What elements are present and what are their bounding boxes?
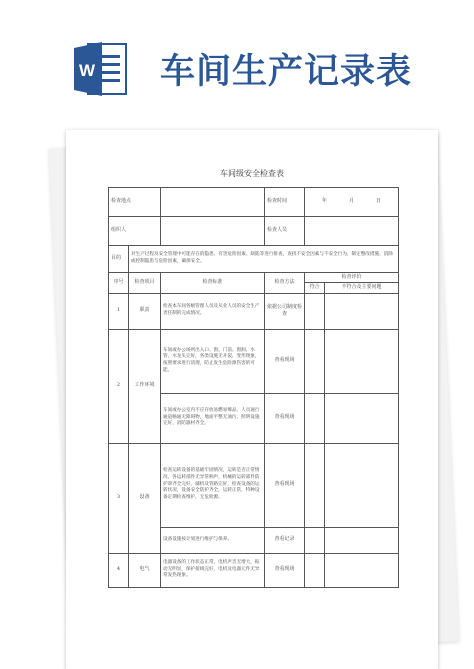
section-method: 查看记录 (265, 527, 305, 553)
section-no: 1 (109, 293, 129, 329)
year-label: 年 (322, 198, 328, 205)
month-label: 月 (349, 198, 355, 205)
issue-cell (325, 553, 399, 587)
section-item: 职责 (129, 293, 161, 329)
document-title: 车间级安全检查表 (220, 169, 284, 178)
pass-cell (305, 293, 325, 329)
document-page (66, 130, 438, 669)
section-standard: 设备设施按计划进行维护与保养。 (161, 527, 265, 553)
table-row (109, 553, 399, 587)
location-value (161, 188, 265, 217)
pass-cell (305, 329, 325, 393)
issue-cell (325, 443, 399, 527)
issue-cell (325, 293, 399, 329)
section-no: 2 (109, 329, 129, 443)
section-standard: 电器设备的工作状态正常，电机声音无增大，振动无明显，保护接线完好，电机及电器元件无异常发热现象。 (161, 553, 265, 587)
location-label: 检查地点 (109, 188, 161, 217)
organizer-label: 组织人 (109, 217, 161, 246)
section-method: 依据公司制度检查 (265, 293, 305, 329)
section-item: 工作环境 (129, 329, 161, 443)
date-field (305, 188, 399, 217)
section-no: 4 (109, 553, 129, 587)
col-issue-header: 不符合及主要问题 (325, 283, 399, 293)
location-row (109, 188, 399, 217)
col-standard-header: 检查标准 (161, 273, 265, 294)
col-item-header: 检查项目 (129, 273, 161, 294)
page-header (0, 0, 474, 120)
issue-cell (325, 393, 399, 443)
section-item: 电气 (129, 553, 161, 587)
section-standard: 车间或办公室内不应存放易燃易爆品，人员通行通道畅通无障碍物，地面平整无油污，照明设施完好，消防器材齐全。 (161, 393, 265, 443)
day-label: 日 (376, 198, 382, 205)
table-row (109, 293, 399, 329)
section-standard: 检查本车间各级管理人员及从业人员的安全生产责任制的完成情况。 (161, 293, 265, 329)
section-method: 查看现场 (265, 329, 305, 393)
table-row (109, 329, 399, 393)
issue-cell (325, 527, 399, 553)
section-no: 3 (109, 443, 129, 553)
purpose-label: 目的 (109, 246, 129, 273)
purpose-text: 对生产过程及安全管理中可能存在的隐患、有害危险因素、缺陷等进行排查，查找不安全因素与不安全行为，制定整改措施、消除或控制隐患与危险因素，确保安全。 (129, 246, 399, 273)
col-method-header: 检查方法 (265, 273, 305, 294)
pass-cell (305, 527, 325, 553)
table-row (109, 443, 399, 527)
purpose-row (109, 246, 399, 273)
section-item: 设备 (129, 443, 161, 553)
pass-cell (305, 443, 325, 527)
organizer-value (161, 217, 265, 246)
issue-cell (325, 329, 399, 393)
section-method: 查看现场 (265, 443, 305, 527)
inspector-value (305, 217, 399, 246)
section-standard: 车间或办公场所出入口、窗、门前、窗洞、水管、水龙头完好，各类设施无开裂、变形现象，按照要求进行清理，防止发生危险源伤害的可能。 (161, 329, 265, 393)
logo-letter: W (78, 61, 96, 80)
col-pass-header: 符合 (305, 283, 325, 293)
section-method: 查看现场 (265, 393, 305, 443)
column-header-row-1 (109, 273, 399, 283)
organizer-row (109, 217, 399, 246)
inspector-label: 检查人员 (265, 217, 305, 246)
page-title: 车间生产记录表 (160, 52, 413, 92)
pass-cell (305, 393, 325, 443)
col-no-header: 序号 (109, 273, 129, 294)
time-label: 检查时间 (265, 188, 305, 217)
pass-cell (305, 553, 325, 587)
section-standard: 检查运转设备的基础牢固情况，运转是否正常情况，各运转部件无异常响声，机械的运转部件防护罩齐全完好，辅机及管路完好，检查设备的运转状况，设备安全防护齐全，运转正常，特种设备定期检查维护，无危险源。 (161, 443, 265, 527)
section-method: 查看现场 (265, 553, 305, 587)
word-document-icon (72, 38, 128, 100)
col-eval-header: 检查评价 (305, 273, 399, 283)
inspection-form-table (108, 187, 399, 588)
